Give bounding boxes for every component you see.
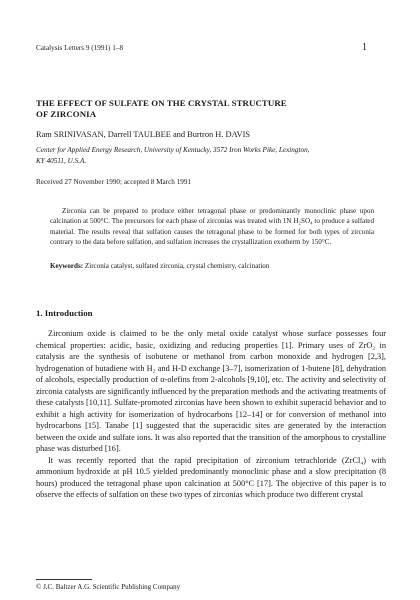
affiliation [36,145,376,166]
keywords-label: Keywords: [50,262,84,270]
affiliation-line: Center for Applied Energy Research, University of Kentucky, 3572 Iron Works Pike, Lexington, [36,146,310,154]
section-heading: 1. Introduction [36,308,93,318]
running-header: Catalysis Letters 9 (1991) 1–8 [36,44,124,52]
body-text [36,328,386,501]
title-line: OF ZIRCONIA [36,109,97,119]
received-dates: Received 27 November 1990; accepted 8 March 1991 [36,178,192,186]
footer-rule [36,579,92,580]
keywords-text: Zirconia catalyst, sulfated zirconia, crystal chemistry, calcination [84,262,270,270]
author-list: Ram SRINIVASAN, Darrell TAULBEE and Burtron H. DAVIS [36,130,251,139]
copyright-footer: © J.C. Baltzer A.G. Scientific Publishing Company [36,583,181,591]
paragraph: It was recently reported that the rapid precipitation of zirconium tetrachloride (ZrCl₄) with ammonium hydroxide at pH 10.5 yielded predominantly monoclinic phase and a slow precipitation (8 hours) produced the tetragonal phase upon calcination at 500°C [17]. The objective of this paper is to observe the effects of sulfation on these two types of zirconias which produce two different crystal [36,455,386,499]
affiliation-line: KY 40511, U.S.A. [36,156,87,165]
paper-title [36,98,386,120]
paragraph: Zirconium oxide is claimed to be the only metal oxide catalyst whose surface possesses four chemical properties: acidic, basic, oxidizing and reducing properties [1]. Primary uses of ZrO₂ in catalysis are the synthesis of isobutene or methanol from carbon monoxide and hydrogen [2,3], hydrogenation of butadiene with H₂ and H-D exchange [3–7], isomerization of 1-butene [8], dehydration of alcohols, especially production of α-olefins from 2-alcohols [9,10], etc. The activity and selectivity of zirconia catalysts are significantly influenced by the preparation methods and the activating treatments of these catalysts [10,11]. Sulfate-promoted zirconias have been shown to exhibit superacid behavior and to exhibit a high activity for isomerization of hydrocarbons [12–14] or for conversion of methanol into hydrocarbons [15]. Tanabe [1] suggested that the superacidic sites are generated by the interaction between the oxide and sulfate ions. It was also reported that the transition of the amorphous to crystalline phase was disturbed [16]. [36,329,386,453]
abstract-text: Zirconia can be prepared to produce either tetragonal phase or predominantly monoclinic phase upon calcination at 500°C. The precursors for each phase of zirconias was treated with 1N H₂SO₄ to produce a sulfated material. The results reveal that sulfation causes the tetragonal phase to be formed for both types of zirconia contrary to the data before sulfation, and sulfation increases the crystallization exotherm by 150°C. [50,207,374,246]
title-line: THE EFFECT OF SULFATE ON THE CRYSTAL STRUCTURE [36,98,287,108]
keywords [50,262,374,270]
page-number: 1 [362,42,367,53]
abstract [50,206,374,247]
